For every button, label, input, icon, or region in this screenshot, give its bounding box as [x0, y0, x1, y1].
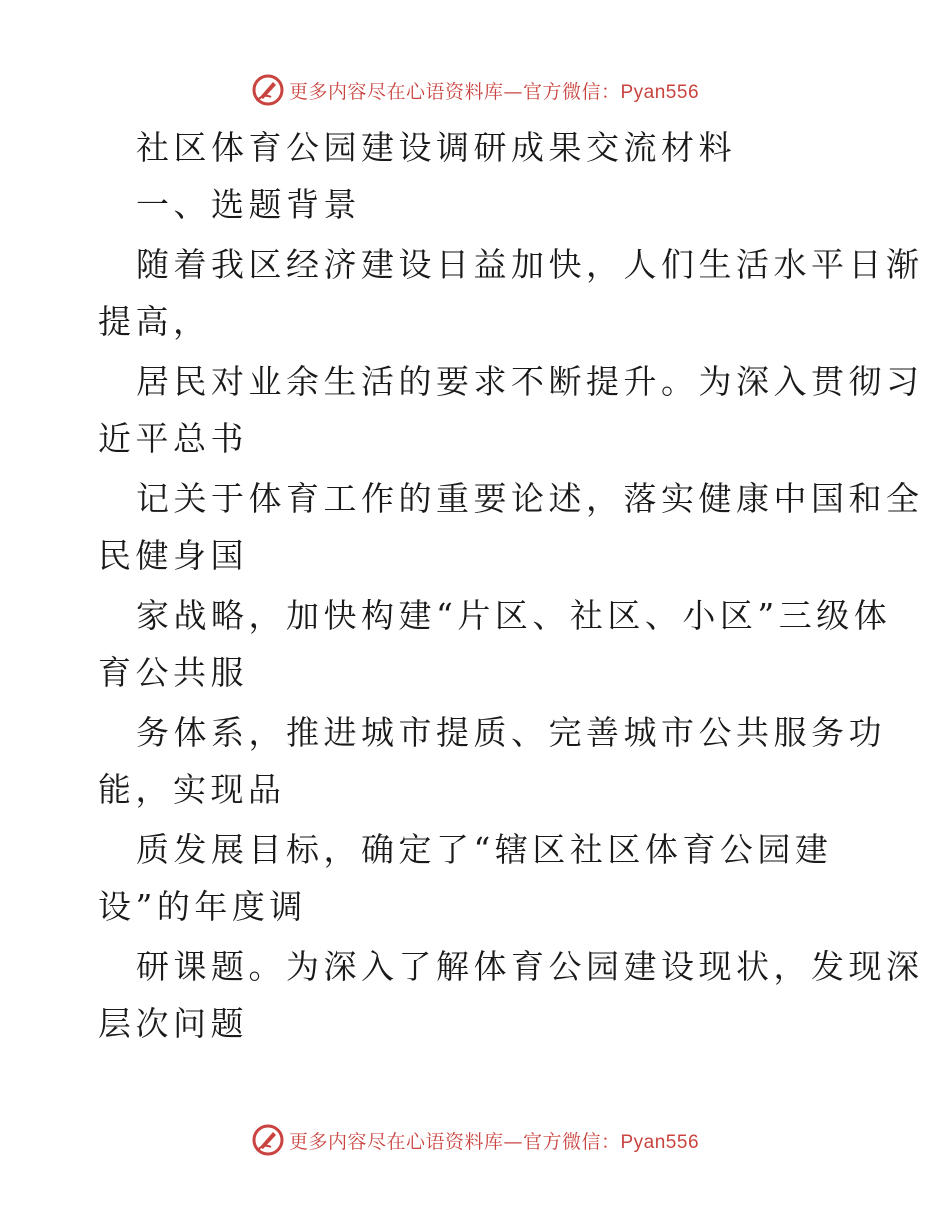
watermark-banner-top: [0, 70, 950, 110]
section-heading: 一、选题背景: [136, 185, 361, 224]
paragraph-line: 随着我区经济建设日益加快，人们生活水平日渐: [136, 245, 924, 284]
paragraph-line: 近平总书: [98, 419, 248, 458]
document-title: 社区体育公园建设调研成果交流材料: [136, 128, 736, 167]
paragraph-line: 记关于体育工作的重要论述，落实健康中国和全: [136, 479, 924, 518]
paragraph-line: 务体系，推进城市提质、完善城市公共服务功: [136, 713, 886, 752]
paragraph-line: 家战略，加快构建“片区、社区、小区”三级体: [136, 596, 892, 635]
paragraph-line: 民健身国: [98, 536, 248, 575]
quill-seal-icon: [251, 73, 285, 107]
watermark-banner-bottom: [0, 1120, 950, 1160]
quill-seal-icon: [251, 1123, 285, 1157]
paragraph-line: 提高，: [98, 302, 211, 341]
watermark-text: 更多内容尽在心语资料库—官方微信：Pyan556: [288, 1130, 700, 1153]
paragraph-line: 育公共服: [98, 653, 248, 692]
paragraph-line: 质发展目标，确定了“辖区社区体育公园建: [136, 830, 833, 869]
paragraph-line: 层次问题: [98, 1004, 248, 1043]
paragraph-line: 设”的年度调: [98, 887, 307, 926]
paragraph-line: 研课题。为深入了解体育公园建设现状，发现深: [136, 947, 924, 986]
paragraph-line: 能，实现品: [98, 770, 286, 809]
watermark-text: 更多内容尽在心语资料库—官方微信：Pyan556: [288, 80, 700, 103]
paragraph-line: 居民对业余生活的要求不断提升。为深入贯彻习: [136, 362, 924, 401]
